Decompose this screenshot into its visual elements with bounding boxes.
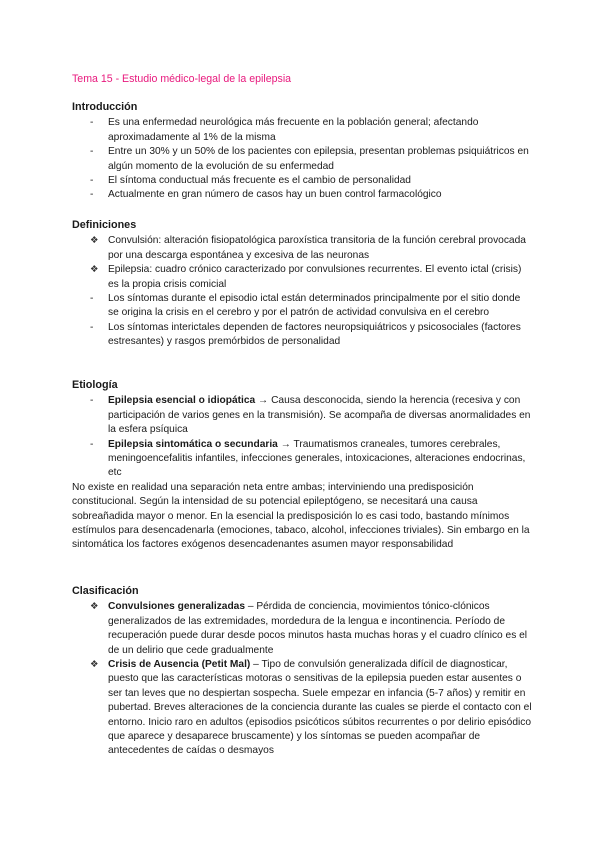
clasificacion-list	[72, 600, 532, 758]
dash-bullet: -	[90, 438, 94, 450]
heading-clasificacion: Clasificación	[72, 585, 139, 597]
list-item: ❖ Convulsión: alteración fisiopatológica paroxística transitoria de la función cerebral provocada por una descarga espontánea y excesiva de las neuronas	[90, 235, 526, 261]
dash-bullet: -	[90, 175, 94, 187]
dash-bullet: -	[90, 146, 94, 158]
list-item: - El síntoma conductual más frecuente es el cambio de personalidad	[72, 174, 532, 188]
diamond-bullet-icon: ❖	[90, 235, 99, 247]
dash-bullet: -	[90, 293, 94, 305]
list-item: ❖ Convulsiones generalizadas – Pérdida de conciencia, movimientos tónico-clónicos generalizados de las extremidades, mordedura de la lengua e incontinencia. Período de recuperación puede durar desde pocos minutos hasta muchas horas y el cuadro clínico es el de un delirio que cede gradualmente	[90, 601, 528, 656]
diamond-bullet-icon: ❖	[90, 264, 99, 276]
etiologia-list	[72, 394, 532, 480]
definiciones-list	[72, 234, 532, 349]
page-title: Tema 15 - Estudio médico-legal de la epilepsia	[72, 73, 292, 85]
list-item: - Epilepsia esencial o idiopática → Causa desconocida, siendo la herencia (recesiva y con participación de varios genes en la transmisión). Se acompaña de diversas anormalidades en la esfera psíquica	[90, 395, 531, 436]
section-clasificacion	[72, 584, 532, 759]
section-introduccion	[72, 100, 532, 203]
list-item: - Es una enfermedad neurológica más frecuente en la población general; afectando aproximadamente al 1% de la misma	[90, 117, 479, 143]
heading-etiologia: Etiología	[72, 379, 118, 391]
dash-bullet: -	[90, 321, 94, 333]
section-etiologia	[72, 378, 532, 553]
diamond-bullet-icon: ❖	[90, 659, 99, 671]
list-item: - Los síntomas durante el episodio ictal están determinados principalmente por el sitio donde se origina la crisis en el cerebro y por el patrón de actividad convulsiva en el cerebro	[90, 293, 521, 319]
heading-introduccion: Introducción	[72, 101, 138, 113]
list-item: ❖ Crisis de Ausencia (Petit Mal) – Tipo de convulsión generalizada difícil de diagnosticar, puesto que las características motoras o sensitivas de la epilepsia pueden estar ausentes o ser tan leves que no despiertan sospecha. Suele empezar en infancia (5-7 años) y remitir en pubertad. Breves alteraciones de la conciencia durante las cuales se pierde el contacto con el entorno. Inicio raro en adultos (episodios psicóticos súbitos recurrentes o por delirio episódico que aparece y desaparece bruscamente) y los síntomas se pueden acompañar de antecedentes de caídas o desmayos	[90, 659, 532, 757]
list-item: - Epilepsia sintomática o secundaria → Traumatismos craneales, tumores cerebrales, meningoencefalitis infantiles, infecciones generales, intoxicaciones, alteraciones endocrinas, etc	[90, 438, 526, 479]
diamond-bullet-icon: ❖	[90, 601, 99, 613]
section-definiciones	[72, 218, 532, 350]
etiologia-paragraph: No existe en realidad una separación neta entre ambas; interviniendo una predisposición constitucional. Según la intensidad de su potencial epileptógeno, se necesitará una causa sobreañadida mayor o menor. En la esencial la predisposición lo es casi todo, bastando mínimos estímulos para desencadenarla (emociones, tabaco, alcohol, infecciones triviales). Sin embargo en la sintomática los factores exógenos desencadenantes asumen mayor responsabilidad	[72, 481, 530, 551]
heading-definiciones: Definiciones	[72, 219, 137, 231]
list-item: ❖ Epilepsia: cuadro crónico caracterizado por convulsiones recurrentes. El evento ictal (crisis) es la propia crisis comicial	[90, 264, 522, 290]
list-item: - Los síntomas interictales dependen de factores neuropsiquiátricos y psicosociales (factores estresantes) y rasgos premórbidos de personalidad	[90, 321, 521, 348]
dash-bullet: -	[90, 189, 94, 201]
list-item: - Actualmente en gran número de casos hay un buen control farmacológico	[72, 188, 532, 202]
dash-bullet: -	[90, 117, 94, 129]
intro-list	[72, 116, 532, 202]
dash-bullet: -	[90, 395, 94, 407]
list-item: - Entre un 30% y un 50% de los pacientes con epilepsia, presentan problemas psiquiátricos en algún momento de la evolución de su enfermedad	[90, 146, 529, 172]
